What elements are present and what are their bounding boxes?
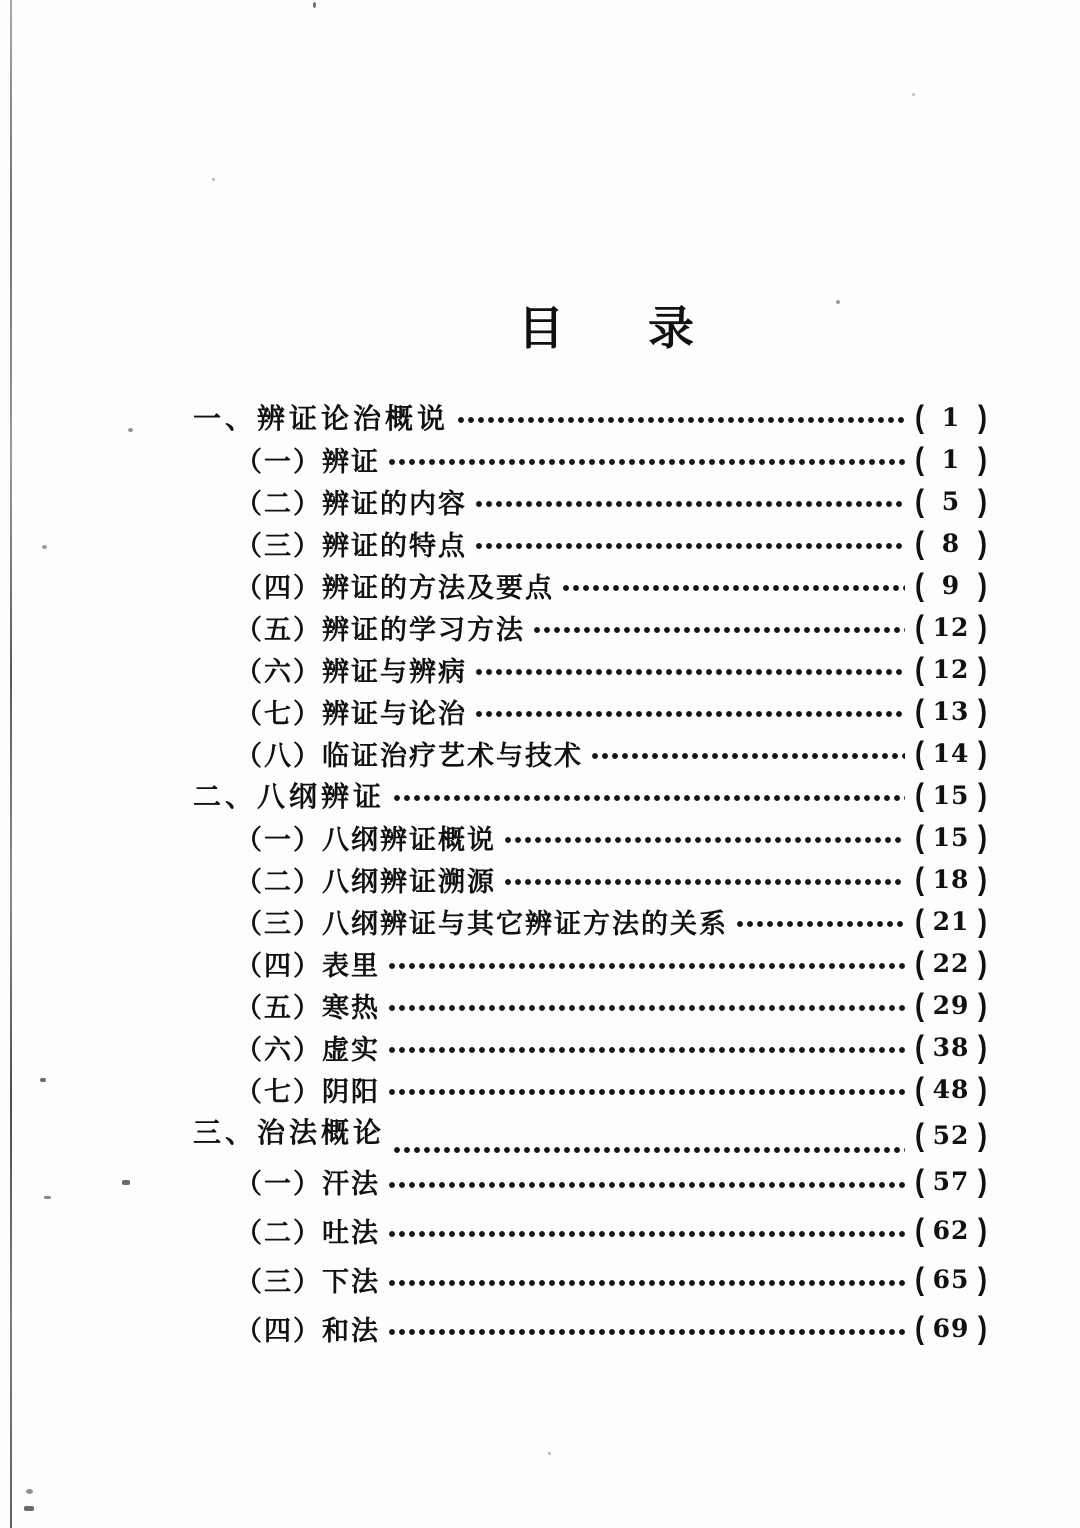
- page-paren-open: (: [915, 819, 924, 854]
- page-paren-open: (: [915, 735, 924, 770]
- dot-leader: [475, 542, 905, 550]
- page-paren-close: ): [978, 1310, 987, 1346]
- dot-leader: [457, 416, 905, 424]
- toc-entry-page: [915, 861, 987, 896]
- toc-entry: [193, 1206, 987, 1255]
- page-number: 69: [932, 1314, 970, 1343]
- toc-entry-label: （四）辨证的方法及要点: [235, 572, 554, 603]
- page-number: 65: [932, 1265, 970, 1294]
- toc-entry-label: （三）下法: [235, 1267, 380, 1297]
- toc-entry: [193, 606, 987, 648]
- toc-entry: [193, 900, 987, 942]
- toc-entry-label: （六）虚实: [235, 1034, 380, 1065]
- page-paren-close: ): [978, 987, 987, 1022]
- page-paren-open: (: [915, 525, 924, 560]
- toc-entry: [193, 1026, 987, 1068]
- toc-entry-label: （二）辨证的内容: [235, 488, 467, 519]
- toc-entry-label: （四）和法: [235, 1316, 380, 1346]
- page-paren-open: (: [915, 945, 924, 980]
- toc-entry: [193, 1255, 987, 1304]
- toc-entry: [193, 1068, 987, 1110]
- page-paren-open: (: [915, 1310, 924, 1346]
- page-paren-open: (: [915, 1163, 924, 1199]
- page-paren-open: (: [915, 399, 924, 434]
- scan-speck: [313, 2, 316, 8]
- toc-entry-page: [915, 777, 987, 812]
- dot-leader: [475, 500, 905, 508]
- page-number: 48: [932, 1074, 970, 1104]
- page-number: 29: [932, 990, 970, 1020]
- page-title-char-1: 目: [518, 302, 564, 354]
- toc-entry-page: [915, 735, 987, 770]
- toc-entry-page: [915, 525, 987, 560]
- page-paren-close: ): [978, 1117, 987, 1153]
- toc-entry: [193, 396, 987, 438]
- toc-entry-label: （二）吐法: [235, 1218, 380, 1248]
- page-number: 15: [932, 822, 970, 852]
- toc-entry-label: （七）辨证与论治: [235, 698, 467, 729]
- dot-leader: [736, 920, 905, 928]
- dot-leader: [388, 1181, 905, 1189]
- page-paren-close: ): [978, 1071, 987, 1106]
- page-paren-close: ): [978, 777, 987, 812]
- page-paren-close: ): [978, 1029, 987, 1064]
- page-paren-close: ): [978, 483, 987, 518]
- toc-entry: [193, 942, 987, 984]
- scan-speck: [122, 1180, 130, 1185]
- toc-entry: [193, 774, 987, 816]
- page-number: 38: [932, 1032, 970, 1062]
- page-number: 8: [941, 528, 961, 558]
- toc-entry: [193, 858, 987, 900]
- toc-entry-label: （一）辨证: [235, 446, 380, 477]
- toc-entry: [193, 438, 987, 480]
- page-number: 21: [932, 906, 970, 936]
- toc-entry: [193, 1304, 987, 1353]
- toc-list: [193, 396, 987, 1353]
- toc-entry-page: [915, 567, 987, 602]
- page-number: 15: [932, 780, 970, 810]
- page-number: 62: [932, 1216, 970, 1245]
- scan-speck: [836, 300, 840, 304]
- toc-entry-page: [915, 987, 987, 1022]
- page-paren-close: ): [978, 819, 987, 854]
- page-paren-open: (: [915, 693, 924, 728]
- toc-entry-label: （五）辨证的学习方法: [235, 614, 525, 645]
- dot-leader: [475, 668, 905, 676]
- toc-entry-page: [915, 1163, 987, 1199]
- toc-entry-label: （一）八纲辨证概说: [235, 824, 496, 855]
- dot-leader: [388, 1328, 905, 1336]
- toc-entry-page: [915, 1117, 987, 1153]
- toc-entry: [193, 732, 987, 774]
- toc-entry-page: [915, 1071, 987, 1106]
- toc-entry-label: （二）八纲辨证溯源: [235, 866, 496, 897]
- page-paren-open: (: [915, 567, 924, 602]
- page-paren-open: (: [915, 777, 924, 812]
- dot-leader: [591, 752, 905, 760]
- scan-speck: [548, 1452, 551, 1455]
- page-paren-open: (: [915, 609, 924, 644]
- toc-entry-label: （三）八纲辨证与其它辨证方法的关系: [235, 908, 728, 939]
- toc-entry-page: [915, 693, 987, 728]
- page-title: [518, 292, 694, 358]
- dot-leader: [388, 1004, 905, 1012]
- dot-leader: [388, 962, 905, 970]
- page-paren-close: ): [978, 1163, 987, 1199]
- page-paren-close: ): [978, 693, 987, 728]
- toc-entry-page: [915, 1029, 987, 1064]
- toc-entry-label: 二、八纲辨证: [193, 781, 386, 812]
- scan-speck: [26, 1489, 33, 1494]
- toc-entry: [193, 648, 987, 690]
- toc-entry: [193, 690, 987, 732]
- toc-entry-page: [915, 483, 987, 518]
- page-paren-close: ): [978, 441, 987, 476]
- page-number: 12: [932, 654, 970, 684]
- page-paren-open: (: [915, 483, 924, 518]
- scan-edge-line: [10, 0, 12, 1528]
- page-paren-open: (: [915, 651, 924, 686]
- page-number: 9: [941, 570, 961, 600]
- page-number: 12: [932, 612, 970, 642]
- toc-entry-label: （八）临证治疗艺术与技术: [235, 740, 583, 771]
- toc-entry-label: 一、辨证论治概说: [193, 403, 450, 434]
- page-number: 52: [932, 1121, 970, 1150]
- toc-entry: [193, 1110, 987, 1157]
- page-paren-close: ): [978, 399, 987, 434]
- toc-entry-page: [915, 609, 987, 644]
- page-paren-close: ): [978, 609, 987, 644]
- toc-entry-page: [915, 945, 987, 980]
- toc-entry-label: （一）汗法: [235, 1169, 380, 1199]
- toc-entry-page: [915, 1261, 987, 1297]
- toc-entry-page: [915, 1212, 987, 1248]
- page-number: 13: [932, 696, 970, 726]
- dot-leader: [388, 1088, 905, 1096]
- toc-entry-label: （三）辨证的特点: [235, 530, 467, 561]
- toc-entry: [193, 522, 987, 564]
- toc-entry-page: [915, 1310, 987, 1346]
- page-paren-open: (: [915, 1261, 924, 1297]
- dot-leader: [388, 1230, 905, 1238]
- dot-leader: [393, 1146, 905, 1154]
- page-paren-close: ): [978, 651, 987, 686]
- dot-leader: [475, 710, 905, 718]
- page-paren-close: ): [978, 735, 987, 770]
- page-paren-open: (: [915, 987, 924, 1022]
- dot-leader: [533, 626, 905, 634]
- scan-speck: [212, 178, 215, 181]
- toc-entry-page: [915, 903, 987, 938]
- toc-entry: [193, 480, 987, 522]
- toc-entry: [193, 564, 987, 606]
- dot-leader: [562, 584, 905, 592]
- toc-entry-label: 三、治法概论: [193, 1117, 386, 1148]
- page-title-char-2: 录: [648, 302, 694, 354]
- scan-speck: [128, 428, 133, 432]
- dot-leader: [388, 1046, 905, 1054]
- page-number: 57: [932, 1167, 970, 1196]
- page-paren-open: (: [915, 1117, 924, 1153]
- toc-entry-label: （七）阴阳: [235, 1076, 380, 1107]
- scan-speck: [40, 1078, 46, 1082]
- page-number: 5: [941, 486, 961, 516]
- dot-leader: [393, 794, 905, 802]
- scan-speck: [44, 1196, 51, 1199]
- toc-entry-label: （五）寒热: [235, 992, 380, 1023]
- page-paren-open: (: [915, 861, 924, 896]
- page-paren-close: ): [978, 1261, 987, 1297]
- toc-entry-page: [915, 819, 987, 854]
- page-number: 18: [932, 864, 970, 894]
- page-paren-close: ): [978, 945, 987, 980]
- page-paren-open: (: [915, 1212, 924, 1248]
- toc-entry: [193, 1157, 987, 1206]
- toc-entry: [193, 984, 987, 1026]
- page-paren-open: (: [915, 1071, 924, 1106]
- dot-leader: [504, 878, 905, 886]
- page-paren-close: ): [978, 567, 987, 602]
- page-paren-close: ): [978, 903, 987, 938]
- page-paren-close: ): [978, 525, 987, 560]
- page-number: 22: [932, 948, 970, 978]
- toc-entry-label: （六）辨证与辨病: [235, 656, 467, 687]
- scan-speck: [42, 545, 47, 549]
- page-number: 1: [941, 402, 961, 432]
- page-number: 1: [941, 444, 961, 474]
- toc-entry-page: [915, 399, 987, 434]
- scan-speck: [24, 1506, 34, 1511]
- page-paren-close: ): [978, 1212, 987, 1248]
- page-paren-open: (: [915, 441, 924, 476]
- toc-entry-label: （四）表里: [235, 950, 380, 981]
- page-paren-close: ): [978, 861, 987, 896]
- dot-leader: [388, 1279, 905, 1287]
- dot-leader: [388, 458, 905, 466]
- toc-entry-page: [915, 651, 987, 686]
- dot-leader: [504, 836, 905, 844]
- page-paren-open: (: [915, 1029, 924, 1064]
- toc-entry-page: [915, 441, 987, 476]
- scan-speck: [912, 93, 915, 96]
- page-paren-open: (: [915, 903, 924, 938]
- toc-entry: [193, 816, 987, 858]
- page-number: 14: [932, 738, 970, 768]
